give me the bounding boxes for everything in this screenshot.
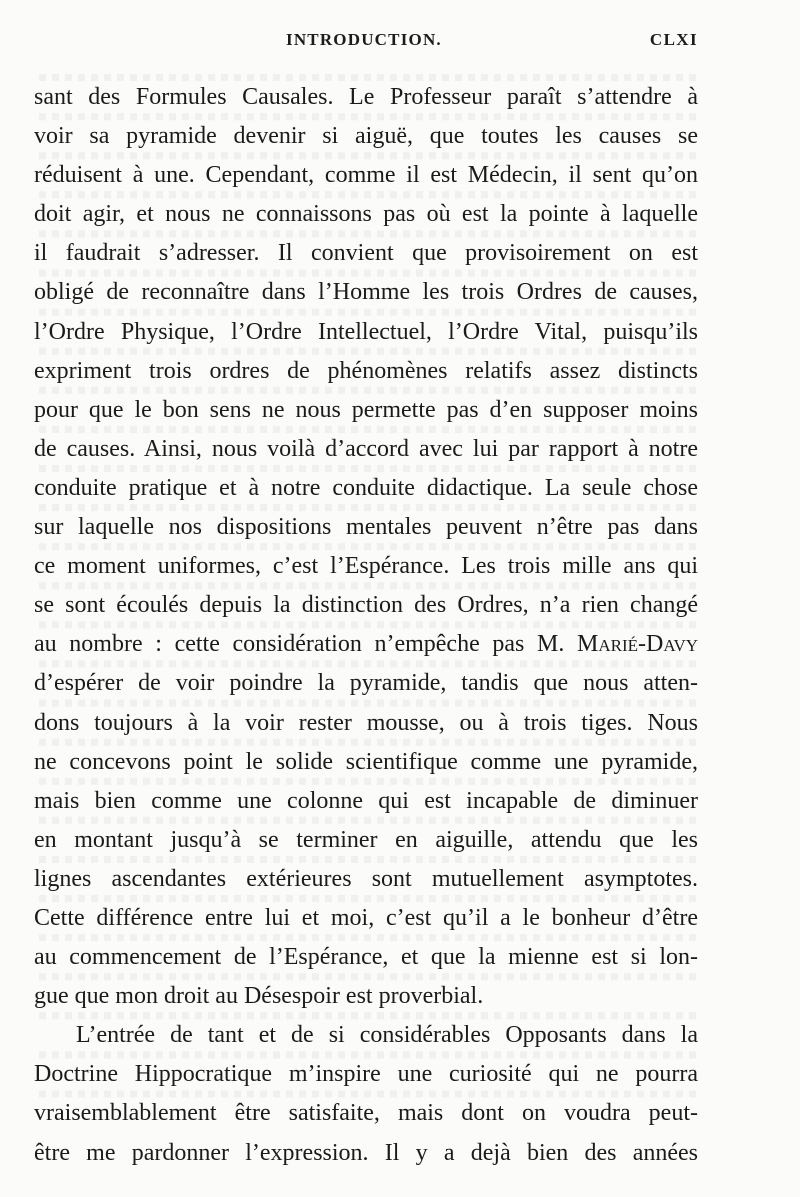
- text-line: l’Ordre Physique, l’Ordre Intellectuel, l’Ordre Vital, puisqu’ils: [34, 318, 698, 345]
- text-line: lignes ascendantes extérieures sont mutuellement asymptotes.: [34, 865, 698, 892]
- text-line: conduite pratique et à notre conduite didactique. La seule chose: [34, 474, 698, 501]
- text-line: sant des Formules Causales. Le Professeur paraît s’attendre à: [34, 84, 698, 110]
- text-line: pour que le bon sens ne nous permette pas d’en supposer moins: [34, 396, 698, 423]
- body-text: [34, 78, 698, 1173]
- text-line: au commencement de l’Espérance, et que la mienne est si lon-: [34, 944, 698, 971]
- text-line: mais bien comme une colonne qui est incapable de diminuer: [34, 787, 698, 814]
- text-line: vraisemblablement être satisfaite, mais dont on voudra peut-: [34, 1100, 698, 1127]
- paragraph-1: [34, 78, 698, 1016]
- running-head: INTRODUCTION.: [286, 30, 442, 49]
- text-line: Doctrine Hippocratique m’inspire une curiosité qui ne pourra: [34, 1061, 698, 1088]
- text-line: de causes. Ainsi, nous voilà d’accord avec lui par rapport à notre: [34, 435, 698, 462]
- text-line: voir sa pyramide devenir si aiguë, que toutes les causes se: [34, 123, 698, 150]
- text-line: d’espérer de voir poindre la pyramide, tandis que nous atten-: [34, 670, 698, 697]
- text-line: gue que mon droit au Désespoir est proverbial.: [34, 983, 484, 1010]
- text-line: L’entrée de tant et de si considérables Opposants dans la: [76, 1022, 698, 1049]
- text-line: obligé de reconnaître dans l’Homme les trois Ordres de causes,: [34, 279, 698, 306]
- author-name: Marié-Davy: [577, 631, 698, 658]
- text-line: être me pardonner l’expression. Il y a dejà bien des années: [34, 1139, 698, 1166]
- text-line: se sont écoulés depuis la distinction des Ordres, n’a rien changé: [34, 592, 698, 619]
- text-line: expriment trois ordres de phénomènes relatifs assez distincts: [34, 357, 698, 384]
- page-header: [0, 30, 800, 60]
- text-line: en montant jusqu’à se terminer en aiguille, attendu que les: [34, 826, 698, 853]
- paragraph-2: [34, 1016, 698, 1172]
- text-line: ne concevons point le solide scientifique comme une pyramide,: [34, 748, 698, 775]
- page-number: CLXI: [649, 30, 698, 49]
- text-fragment: au nombre : cette considération n’empêche pas M.: [34, 631, 578, 658]
- text-line: dons toujours à la voir rester mousse, ou à trois tiges. Nous: [34, 709, 698, 736]
- text-line: [34, 625, 698, 664]
- text-line: ce moment uniformes, c’est l’Espérance. Les trois mille ans qui: [34, 553, 698, 580]
- text-line: réduisent à une. Cependant, comme il est Médecin, il sent qu’on: [34, 162, 698, 189]
- text-line: sur laquelle nos dispositions mentales peuvent n’être pas dans: [34, 514, 698, 541]
- text-line: il faudrait s’adresser. Il convient que provisoirement on est: [34, 240, 698, 267]
- text-line: doit agir, et nous ne connaissons pas où est la pointe à laquelle: [34, 201, 698, 228]
- text-line: Cette différence entre lui et moi, c’est qu’il a le bonheur d’être: [34, 904, 698, 931]
